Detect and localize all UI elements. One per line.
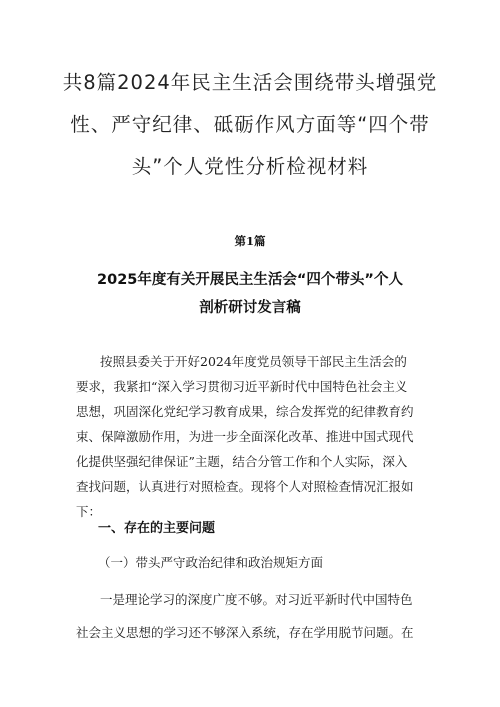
subtitle-line: 2025年度有关开展民主生活会“四个带头”个人	[97, 272, 403, 288]
paragraph-line: 要求，我紧扣“深入学习贯彻习近平新时代中国特色社会主义	[76, 379, 408, 394]
title-line: 共8篇2024年民主生活会围绕带头增强党	[62, 71, 438, 94]
document-title	[60, 62, 440, 188]
speech-title	[60, 266, 440, 322]
subtitle-line: 剖析研讨发言稿	[199, 300, 301, 316]
paragraph-line: 社会主义思想的学习还不够深入系统，存在学用脱节问题。在	[76, 625, 414, 640]
paragraph-line: 查找问题，认真进行对照检查。现将个人对照检查情况汇报如	[76, 479, 414, 494]
paragraph-line: 下：	[76, 504, 102, 519]
paragraph-line: 化提供坚强纪律保证”主题，结合分管工作和个人实际，深入	[76, 454, 408, 469]
section-heading: 一、存在的主要问题	[98, 521, 216, 536]
part-label: 第1篇	[234, 234, 266, 248]
title-line: 性、严守纪律、砥砺作风方面等“四个带	[70, 113, 430, 136]
paragraph-line: 思想，巩固深化党纪学习教育成果，综合发挥党的纪律教育约	[76, 404, 414, 419]
paragraph-line: 按照县委关于开好2024年度党员领导干部民主生活会的	[100, 354, 407, 369]
paragraph-line: 一是理论学习的深度广度不够。对习近平新时代中国特色	[100, 592, 413, 607]
paragraph-line: 束、保障激励作用，为进一步全面深化改革、推进中国式现代	[76, 429, 414, 444]
title-line: 头”个人党性分析检视材料	[131, 155, 369, 178]
intro-paragraph	[76, 349, 428, 524]
subsection-heading: （一）带头严守政治纪律和政治规矩方面	[98, 555, 324, 570]
point-paragraph	[76, 583, 428, 649]
